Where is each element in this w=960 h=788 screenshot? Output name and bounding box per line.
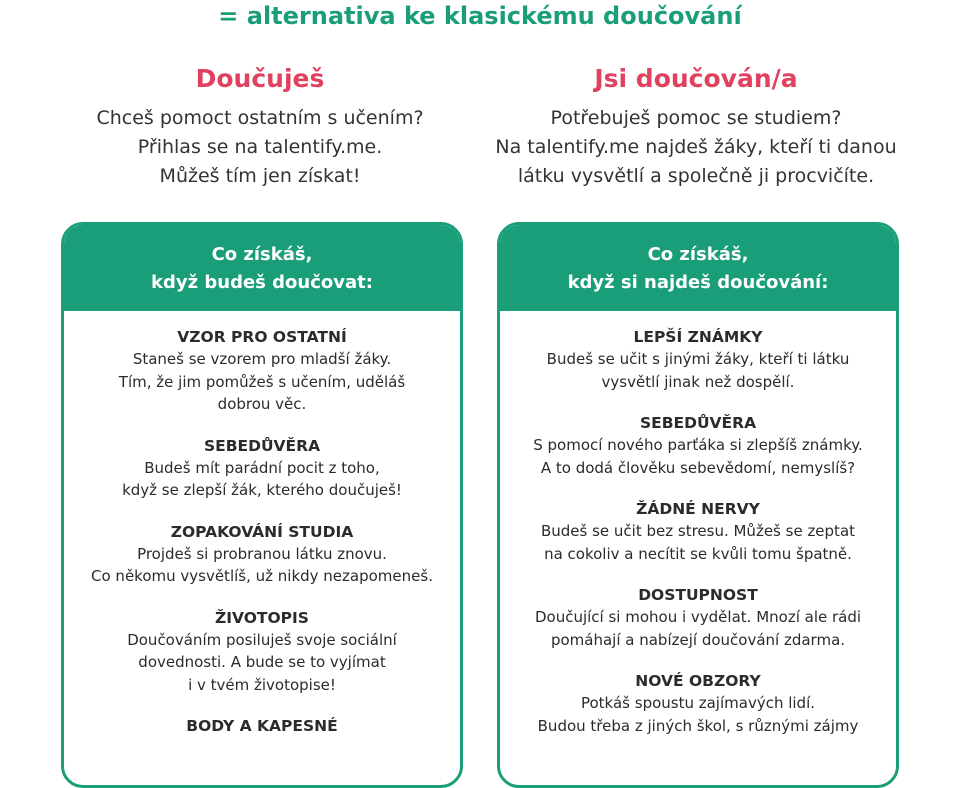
benefit-title: ZOPAKOVÁNÍ STUDIA: [170, 522, 354, 541]
benefit-description-line: Projdeš si probranou látku znovu.: [137, 544, 387, 563]
benefit-item: [64, 521, 460, 588]
tutor-heading: Doučuješ: [195, 64, 325, 93]
tutor-benefits-card: [61, 222, 463, 788]
student-intro-line: Na talentify.me najdeš žáky, kteří ti danou: [495, 136, 897, 158]
student-card-header: [500, 225, 896, 311]
tutor-intro-line: Přihlas se na talentify.me.: [137, 136, 383, 158]
benefit-item: [64, 326, 460, 416]
benefit-description-line: Budeš se učit bez stresu. Můžeš se zeptat: [540, 522, 856, 540]
benefit-description-line: Co někomu vysvětlíš, už nikdy nezapomeneš.: [91, 567, 433, 585]
benefit-title: SEBEDŮVĚRA: [639, 414, 757, 432]
student-intro-line: Potřebuješ pomoc se studiem?: [550, 107, 842, 129]
benefit-description-line: A to dodá člověku sebevědomí, nemyslíš?: [540, 458, 856, 477]
benefit-title: NOVÉ OBZORY: [635, 672, 761, 690]
benefit-description-line: Budeš mít parádní pocit z toho,: [144, 458, 380, 477]
benefit-item: [500, 498, 896, 565]
benefit-description-line: i v tvém životopise!: [188, 675, 336, 694]
benefit-title: BODY A KAPESNÉ: [186, 717, 338, 735]
benefit-item: [64, 607, 460, 697]
tutor-card-header: [64, 225, 460, 311]
benefit-item: [64, 715, 460, 737]
student-card-title-line: když si najdeš doučování:: [567, 272, 829, 293]
benefit-title: LEPŠÍ ZNÁMKY: [633, 328, 763, 346]
student-intro: [476, 104, 916, 191]
benefit-title: DOSTUPNOST: [638, 586, 758, 604]
benefit-description-line: vysvětlí jinak než dospělí.: [601, 372, 795, 391]
student-heading: Jsi doučován/a: [594, 64, 798, 93]
benefit-title: VZOR PRO OSTATNÍ: [177, 328, 347, 346]
tutor-benefits-list: [64, 311, 460, 737]
benefit-title: ŽÁDNÉ NERVY: [636, 500, 760, 518]
benefit-title: ŽIVOTOPIS: [215, 608, 309, 627]
tutor-card-title-line: Co získáš,: [211, 244, 313, 265]
student-intro-line: látku vysvětlí a společně ji procvičíte.: [517, 165, 875, 187]
benefit-item: [500, 670, 896, 737]
benefit-description-line: Doučováním posiluješ svoje sociální: [127, 630, 397, 649]
benefit-item: [500, 326, 896, 393]
benefit-description-line: Budou třeba z jiných škol, s různými zájmy: [537, 716, 859, 735]
tutor-card-title-line: když budeš doučovat:: [151, 272, 373, 293]
benefit-description-line: na cokoliv a necítit se kvůli tomu špatně.: [544, 544, 852, 563]
tutor-intro-line: Chceš pomoct ostatním s učením?: [96, 107, 424, 129]
benefit-description-line: když se zlepší žák, kterého doučuješ!: [122, 481, 402, 499]
benefit-description-line: Tím, že jim pomůžeš s učením, uděláš: [118, 372, 406, 391]
benefit-description-line: Budeš se učit s jinými žáky, kteří ti látku: [546, 350, 850, 368]
benefit-description-line: dobrou věc.: [217, 395, 307, 413]
benefit-item: [64, 435, 460, 502]
benefit-item: [500, 584, 896, 651]
benefit-description-line: pomáhají a nabízejí doučování zdarma.: [550, 630, 846, 649]
student-benefits-card: [497, 222, 899, 788]
tutor-intro-line: Můžeš tím jen získat!: [159, 165, 361, 187]
benefit-item: [500, 412, 896, 479]
benefit-description-line: S pomocí nového parťáka si zlepšíš známky.: [533, 436, 863, 454]
benefit-title: SEBEDŮVĚRA: [203, 436, 321, 455]
page-subtitle: = alternativa ke klasickému doučování: [218, 2, 742, 30]
student-card-title-line: Co získáš,: [647, 244, 749, 265]
benefit-description-line: dovednosti. A bude se to vyjímat: [138, 653, 386, 671]
benefit-description-line: Staneš se vzorem pro mladší žáky.: [132, 350, 392, 368]
tutor-intro: [40, 104, 480, 191]
benefit-description-line: Doučující si mohou i vydělat. Mnozí ale rádi: [534, 608, 862, 626]
student-benefits-list: [500, 311, 896, 737]
benefit-description-line: Potkáš spoustu zajímavých lidí.: [580, 694, 816, 712]
